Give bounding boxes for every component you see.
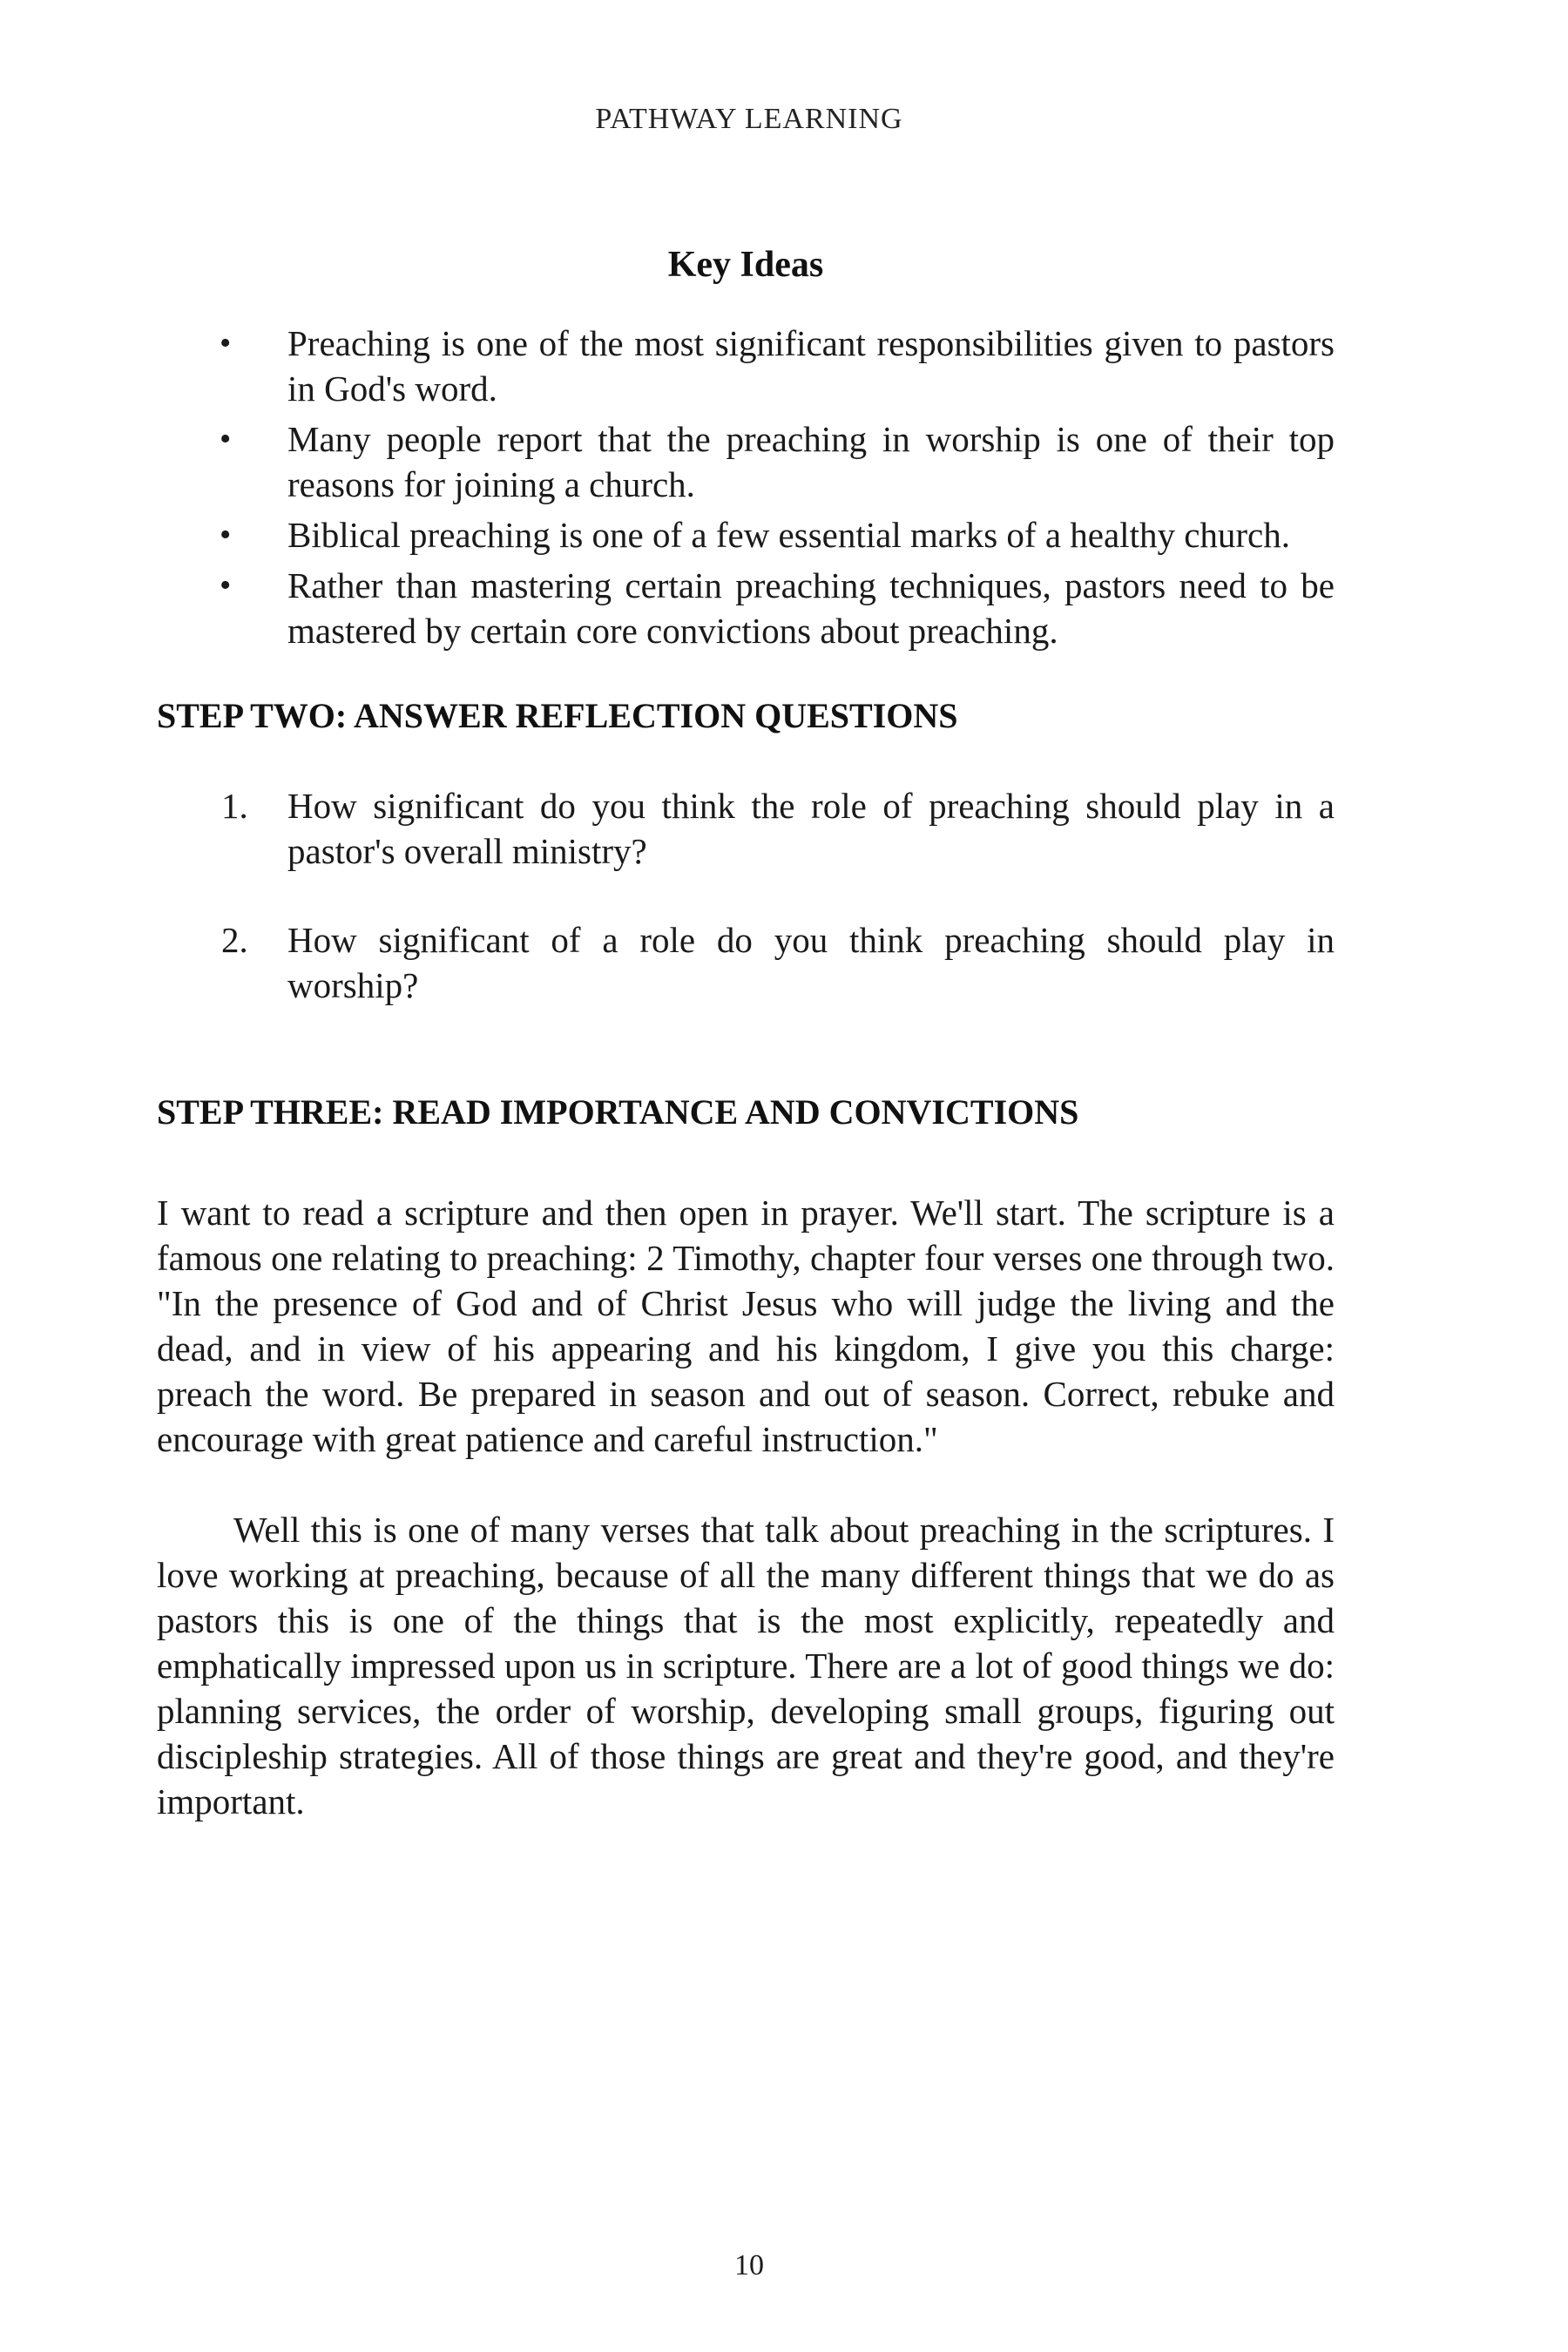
bullet-icon: •: [220, 517, 232, 553]
list-item: [157, 512, 1335, 558]
step-two-heading: STEP TWO: ANSWER REFLECTION QUESTIONS: [157, 696, 958, 735]
question-text: How significant of a role do you think preaching should play in worship?: [287, 920, 1335, 1005]
key-ideas-title: Key Ideas: [667, 245, 824, 285]
bullet-icon: •: [220, 567, 232, 604]
question-text: How significant do you think the role of preaching should play in a pastor's overall ministry?: [287, 786, 1335, 871]
page-number: 10: [734, 2249, 764, 2281]
list-item-text: Biblical preaching is one of a few essential marks of a healthy church.: [287, 515, 1291, 555]
running-header: PATHWAY LEARNING: [595, 103, 903, 135]
list-item: [157, 321, 1335, 411]
body-paragraph: Well this is one of many verses that talk about preaching in the scriptures. I love working at preaching, because of all the many different things that we do as pastors this is one of the things that is the most explicitly, repeatedly and emphatically impressed upon us in scripture. There are a lot of good things we do: planning services, the order of worship, developing small groups, figuring out discipleship strategies. All of those things are great and they're good, and they're important.: [157, 1510, 1335, 1821]
list-item: [157, 563, 1335, 653]
step-three-heading: STEP THREE: READ IMPORTANCE AND CONVICTIONS: [157, 1092, 1079, 1132]
page-content: [157, 244, 1335, 1869]
bullet-icon: •: [220, 325, 232, 362]
list-item: [157, 416, 1335, 507]
question-number: 1.: [221, 786, 248, 826]
scripture-paragraph: I want to read a scripture and then open in prayer. We'll start. The scripture is a famous one relating to preaching: 2 Timothy, chapter four verses one through two. "In the presence of God and of Christ Jesus who will judge the living and the dead, and in view of his appearing and his kingdom, I give you this charge: preach the word. Be prepared in season and out of season. Correct, rebuke and encourage with great patience and careful instruction.": [157, 1193, 1335, 1459]
bullet-icon: •: [220, 421, 232, 457]
reflection-questions: [157, 783, 1335, 1008]
list-item-text: Many people report that the preaching in worship is one of their top reasons for joining a church.: [287, 419, 1335, 504]
question-number: 2.: [221, 920, 248, 960]
question-item: [157, 783, 1335, 874]
key-ideas-list: [157, 321, 1335, 653]
list-item-text: Rather than mastering certain preaching techniques, pastors need to be mastered by certain core convictions about preaching.: [287, 565, 1335, 651]
list-item-text: Preaching is one of the most significant responsibilities given to pastors in God's word.: [287, 323, 1335, 409]
question-item: [157, 917, 1335, 1008]
